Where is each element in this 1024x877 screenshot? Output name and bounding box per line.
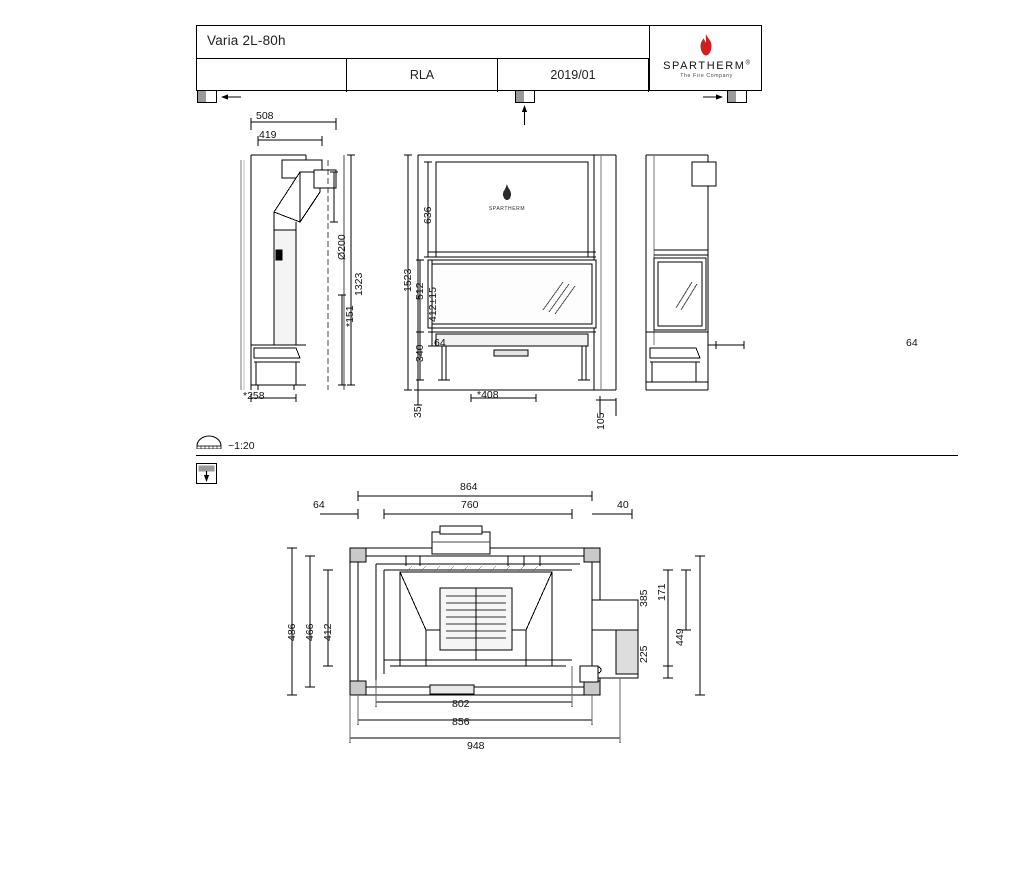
arrow-down-icon bbox=[197, 464, 216, 483]
dim-diameter-200: Ø200 bbox=[336, 234, 348, 260]
dim-64-right: 64 bbox=[906, 337, 918, 349]
dim-1523: 1523 bbox=[402, 268, 414, 292]
svg-text:SPARTHERM: SPARTHERM bbox=[488, 206, 526, 212]
dim-948: 948 bbox=[467, 740, 485, 752]
title-block-name-row bbox=[197, 26, 649, 59]
dim-1323: 1323 bbox=[353, 272, 365, 296]
dim-636: 636 bbox=[422, 206, 434, 224]
dim-151: *151 bbox=[344, 305, 356, 327]
scale-icon bbox=[196, 435, 222, 449]
dim-412-plan: 412 bbox=[322, 623, 334, 641]
view-marker-plan bbox=[196, 463, 217, 484]
title-block bbox=[196, 25, 762, 91]
drawing-date: 2019/01 bbox=[550, 68, 596, 82]
dim-419: 419 bbox=[259, 129, 277, 141]
dim-512: 512 bbox=[414, 282, 426, 300]
dim-340: 340 bbox=[414, 344, 426, 362]
dim-64-plan: 64 bbox=[313, 499, 325, 511]
dim-864: 864 bbox=[460, 481, 478, 493]
brand-tagline: The Fire Company bbox=[680, 73, 733, 79]
dim-258: *258 bbox=[243, 390, 265, 402]
flame-icon bbox=[699, 34, 713, 56]
dim-856: 856 bbox=[452, 716, 470, 728]
dim-760: 760 bbox=[461, 499, 479, 511]
dim-105: 105 bbox=[595, 412, 607, 430]
registered-mark: ® bbox=[745, 60, 750, 67]
dim-802: 802 bbox=[452, 698, 470, 710]
dim-171: 171 bbox=[656, 583, 668, 601]
section-separator bbox=[196, 455, 958, 456]
drawing-code: RLA bbox=[409, 68, 435, 82]
dim-225: 225 bbox=[638, 645, 650, 663]
brand-logo bbox=[649, 26, 762, 91]
scale-label: ~1:20 bbox=[228, 440, 255, 452]
dim-385: 385 bbox=[638, 589, 650, 607]
dim-64-front: 64 bbox=[434, 337, 446, 349]
elevation-views bbox=[196, 100, 996, 450]
dim-412pm15: 412±15 bbox=[427, 287, 439, 322]
dim-40: 40 bbox=[617, 499, 629, 511]
title-block-cell-code bbox=[347, 59, 498, 92]
dim-466: 466 bbox=[304, 623, 316, 641]
dim-486: 486 bbox=[286, 623, 298, 641]
brand-name: SPARTHERM® bbox=[663, 60, 750, 72]
dim-35: 35 bbox=[412, 406, 424, 418]
title-block-cell-empty bbox=[197, 59, 347, 92]
dim-508: 508 bbox=[256, 110, 274, 122]
plan-view bbox=[280, 480, 900, 800]
dim-408: *408 bbox=[477, 389, 499, 401]
product-title: Varia 2L-80h bbox=[207, 33, 286, 48]
title-block-cell-date bbox=[498, 59, 649, 92]
dim-449: 449 bbox=[674, 628, 686, 646]
